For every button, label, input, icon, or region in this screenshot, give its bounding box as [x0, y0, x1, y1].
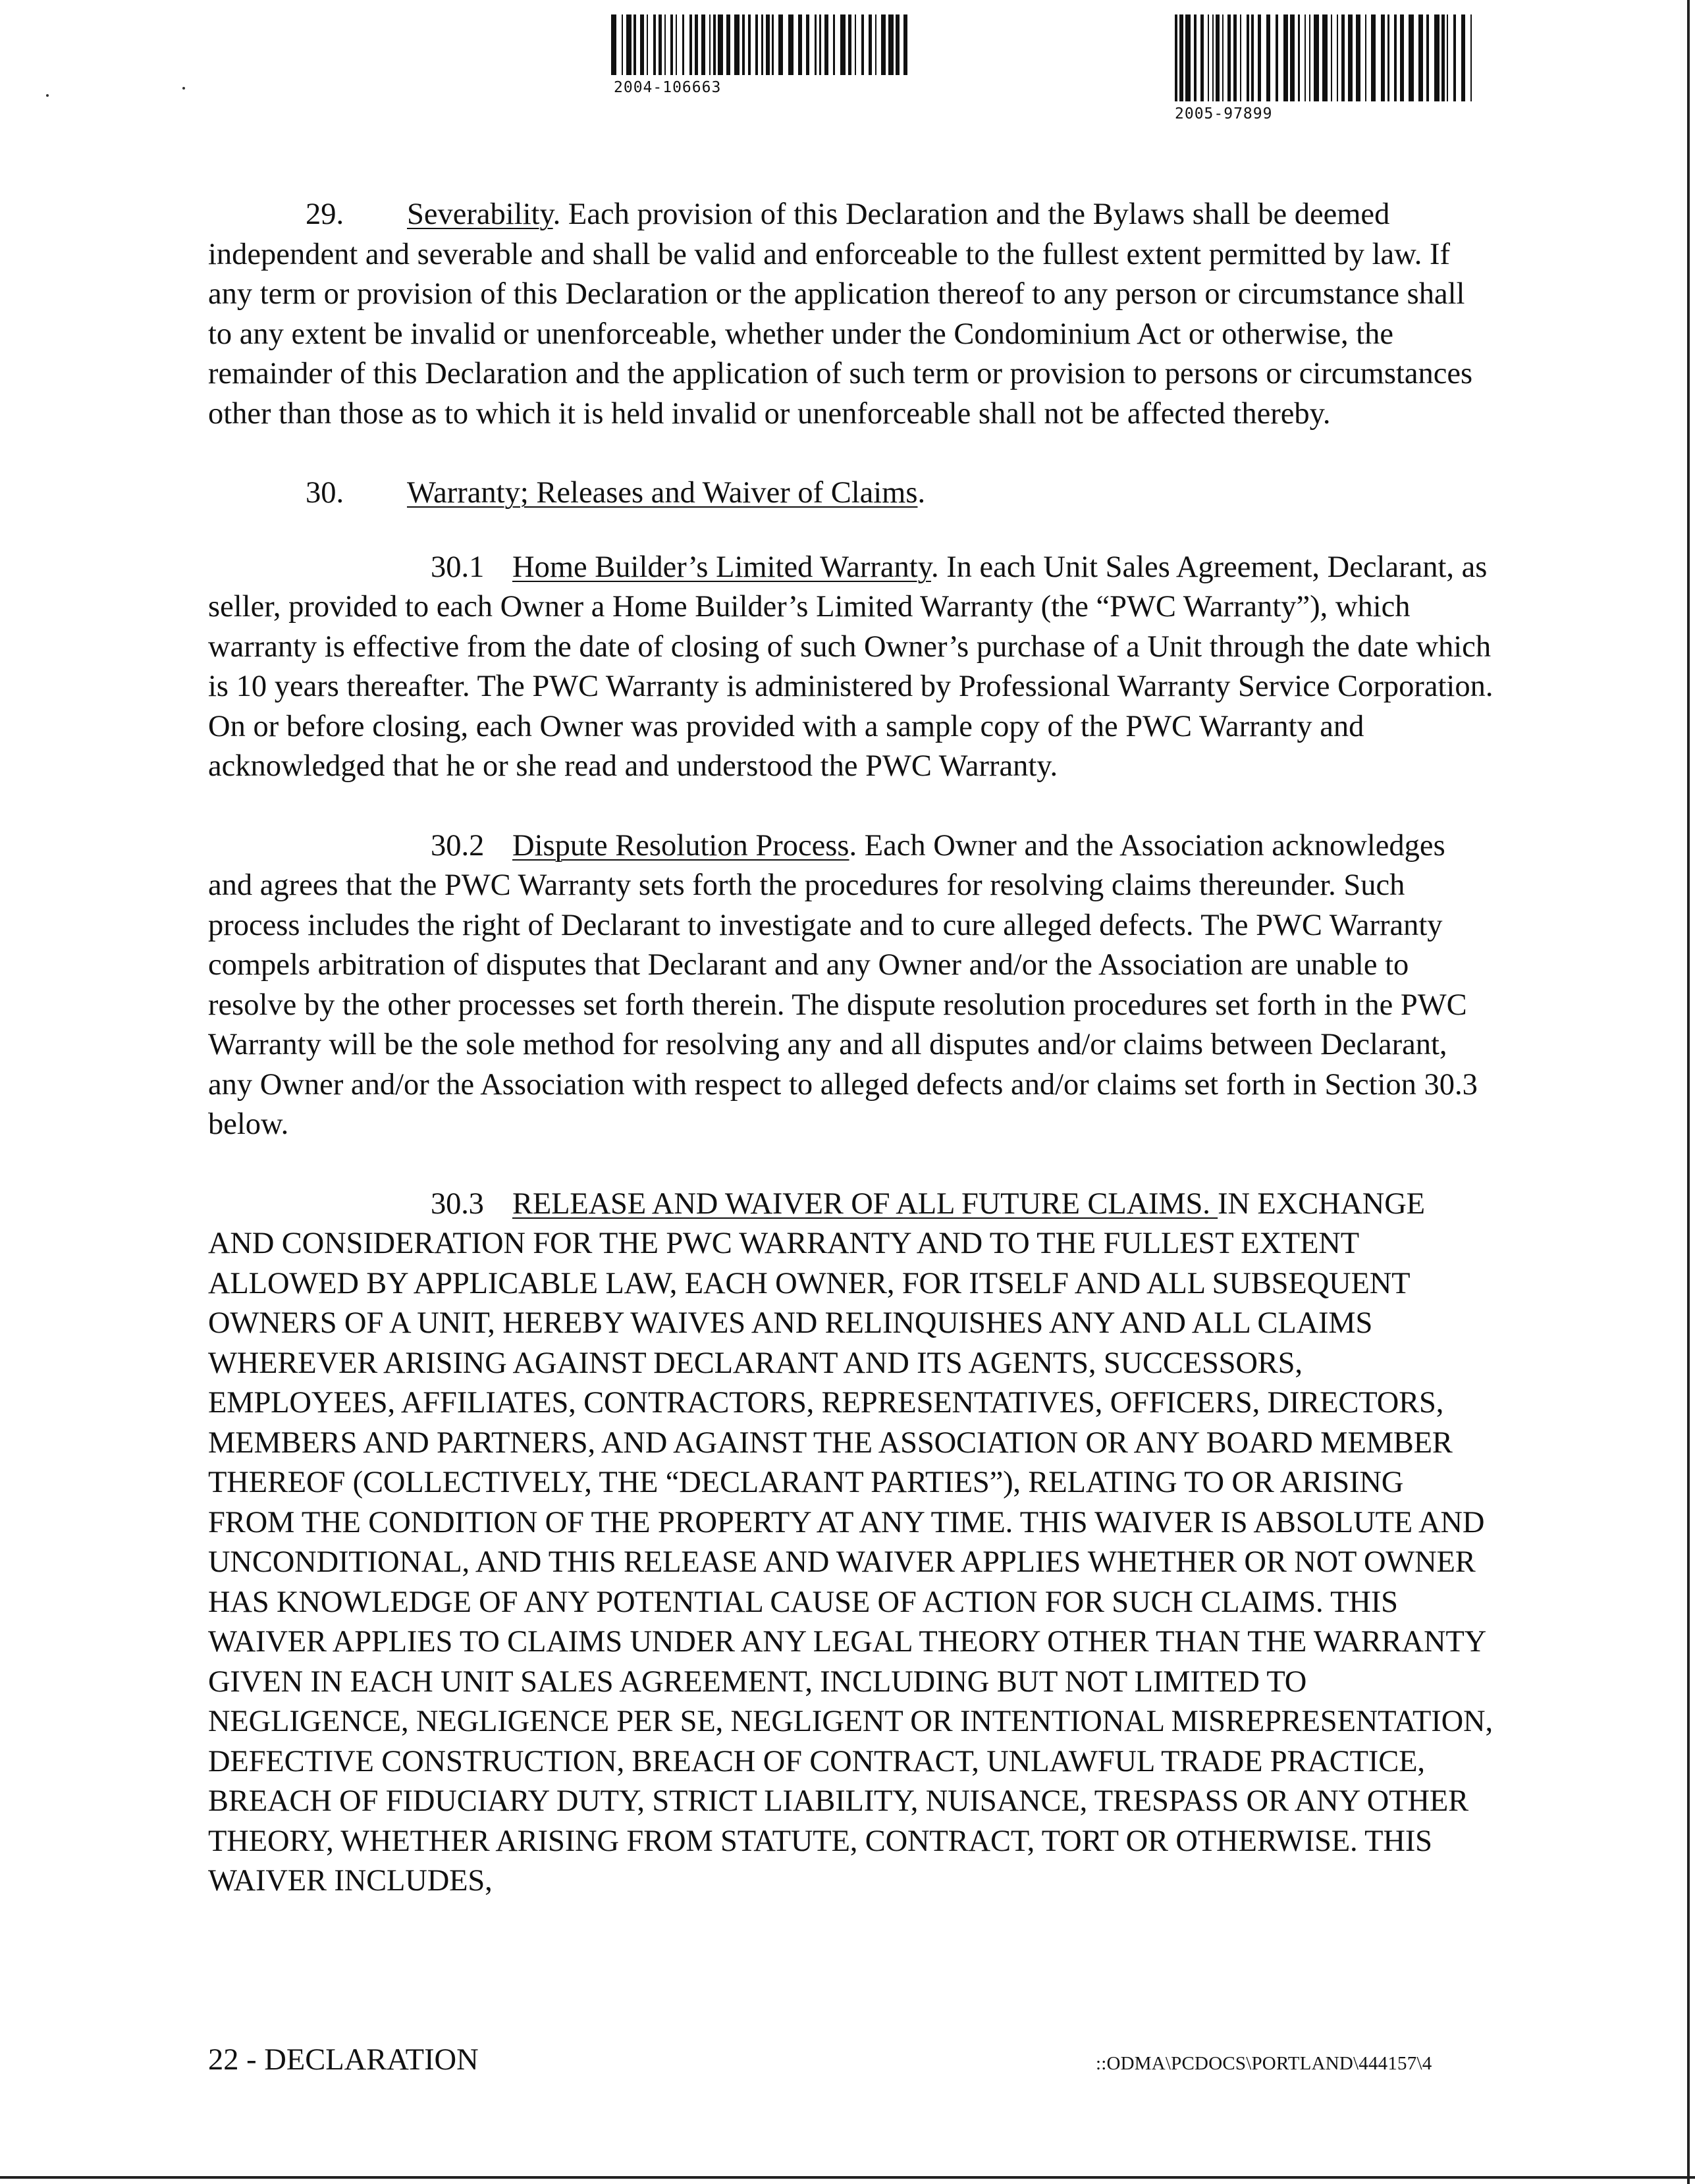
barcode-bars-icon [611, 14, 914, 75]
barcode-bar [1441, 14, 1445, 101]
barcode-bar [1341, 14, 1345, 101]
barcode-bar [1208, 14, 1209, 101]
barcode-bar [647, 14, 648, 75]
section-text: IN EXCHANGE AND CONSIDERATION FOR THE PWC WARRANTY AND TO THE FULLEST EXTENT ALLOWED BY APPLICABLE LAW, EACH OWNER, FOR ITSELF AND ALL SUBSEQUENT OWNERS OF A UNIT, HEREBY WAIVES AND RELINQUISHES ANY AND ALL CLAIMS WHEREVER ARISING AGAINST DECLARANT AND ITS AGENTS, SUCCESSORS, EMPLOYEES, AFFILIATES, CONTRACTORS, REPRESENTATIVES, OFFICERS, DIRECTORS, MEMBERS AND PARTNERS, AND AGAINST THE ASSOCIATION OR ANY BOARD MEMBER THEREOF (COLLECTIVELY, THE “DECLARANT PARTIES”), RELATING TO OR ARISING FROM THE CONDITION OF THE PROPERTY AT ANY TIME. THIS WAIVER IS ABSOLUTE AND UNCONDITIONAL, AND THIS RELEASE AND WAIVER APPLIES WHETHER OR NOT OWNER HAS KNOWLEDGE OF ANY POTENTIAL CAUSE OF ACTION FOR SUCH CLAIMS. THIS WAIVER APPLIES TO CLAIMS UNDER ANY LEGAL THEORY OTHER THAN THE WARRANTY GIVEN IN EACH UNIT SALES AGREEMENT, INCLUDING BUT NOT LIMITED TO NEGLIGENCE, NEGLIGENCE PER SE, NEGLIGENT OR INTENTIONAL MISREPRESENTATION, DEFECTIVE CONSTRUCTION, BREACH OF CONTRACT, UNLAWFUL TRADE PRACTICE, BREACH OF FIDUCIARY DUTY, STRICT LIABILITY, NUISANCE, TRESPASS OR ANY OTHER THEORY, WHETHER ARISING FROM STATUTE, CONTRACT, TORT OR OTHERWISE. THIS WAIVER INCLUDES, [208, 1186, 1493, 1898]
barcode-bar [861, 14, 864, 75]
section-29 [208, 195, 1495, 434]
barcode-bar [881, 14, 886, 75]
section-30-3 [208, 1185, 1495, 1902]
document-body [208, 195, 1495, 1941]
barcode-bar [659, 14, 662, 75]
section-number: 30. [306, 476, 344, 510]
barcode-bar [1365, 14, 1366, 101]
barcode-bar [1337, 14, 1338, 101]
barcode-bar [664, 14, 666, 75]
barcode-bar [670, 14, 673, 75]
barcode-bar [1305, 14, 1306, 101]
footer-page-label: 22 - DECLARATION [208, 2043, 479, 2077]
barcode-bar [611, 14, 616, 75]
barcode-bar [1309, 14, 1310, 101]
section-30 [208, 473, 1495, 514]
barcode-bar [875, 14, 876, 75]
barcode-bar [626, 14, 632, 75]
section-number: 30.3 [431, 1186, 484, 1221]
barcode-bar [896, 14, 900, 75]
barcode-bar [1233, 14, 1237, 101]
section-heading: Home Builder’s Limited Warranty [512, 550, 931, 584]
barcode-bar [1298, 14, 1300, 101]
section-number: 30.2 [431, 828, 485, 863]
barcode-bar [1418, 14, 1423, 101]
section-heading: Severability [407, 198, 553, 231]
barcode-bar [1222, 14, 1224, 101]
barcode-bar [682, 14, 684, 75]
barcode-bar [1212, 14, 1214, 101]
barcode-left-number: 2004-106663 [614, 79, 722, 96]
barcode-bar [1434, 14, 1439, 101]
barcode-bar [1447, 14, 1448, 101]
barcode-bar [1371, 14, 1376, 101]
barcode-bar [726, 14, 730, 75]
barcode-bar [1240, 14, 1241, 101]
barcode-bar [1175, 14, 1177, 101]
barcode-bar [1290, 14, 1295, 101]
barcode-bar [1381, 14, 1385, 101]
barcode-bar [824, 14, 828, 75]
barcode-bar [1251, 14, 1254, 101]
barcode-bar [1200, 14, 1204, 101]
barcode-bar [833, 14, 835, 75]
barcode-bar [840, 14, 846, 75]
section-text: . In each Unit Sales Agreement, Declarant, as seller, provided to each Owner a Home Builder’s Limited Warranty (the “PWC Warranty”), which warranty is effective from the date of closing of such Owner’s purchase of a Unit through the date which is 10 years thereafter. The PWC Warranty is administered by Professional Warranty Service Corporation. On or before closing, each Owner was provided with a sample copy of the PWC Warranty and acknowledged that he or she read and understood the PWC Warranty. [208, 550, 1493, 783]
barcode-bar [772, 14, 774, 75]
barcode-bar [1314, 14, 1319, 101]
barcode-bar [788, 14, 794, 75]
section-30-2 [208, 826, 1495, 1145]
barcode-bar [1394, 14, 1397, 101]
barcode-bar [1331, 14, 1332, 101]
barcode-right-number: 2005-97899 [1175, 105, 1273, 122]
scan-speck [46, 94, 49, 97]
barcode-bar [701, 14, 705, 75]
barcode-bar [903, 14, 907, 75]
barcode-bar [848, 14, 851, 75]
barcode-bar [778, 14, 783, 75]
barcode-bar [1247, 14, 1249, 101]
barcode-bar [755, 14, 758, 75]
scan-edge-right [1687, 0, 1690, 2184]
section-number: 30.1 [431, 550, 485, 584]
barcode-bar [1194, 14, 1197, 101]
barcode-bar [1348, 14, 1353, 101]
barcode-bar [855, 14, 856, 75]
barcode-bar [815, 14, 817, 75]
barcode-bar [718, 14, 723, 75]
barcode-bar [798, 14, 802, 75]
barcode-bar [742, 14, 745, 75]
barcode-bar [1461, 14, 1465, 101]
barcode-bar [1266, 14, 1270, 101]
barcode-bar [653, 14, 656, 75]
section-30-1 [208, 548, 1495, 787]
barcode-bar [1400, 14, 1404, 101]
barcode-bar [766, 14, 770, 75]
barcode-bar [622, 14, 623, 75]
barcode-bar [1185, 14, 1191, 101]
barcode-bar [1387, 14, 1389, 101]
section-number: 29. [306, 198, 344, 231]
footer-document-path: ::ODMA\PCDOCS\PORTLAND\444157\4 [1096, 2053, 1432, 2074]
barcode-bar [1356, 14, 1360, 101]
barcode-right [1175, 14, 1474, 123]
barcode-bar [869, 14, 872, 75]
barcode-left [611, 14, 915, 95]
barcode-bar [1179, 14, 1183, 101]
barcode-bar [709, 14, 711, 75]
section-text: . Each provision of this Declaration and the Bylaws shall be deemed independent and severable and shall be valid and enforceable to the fullest extent permitted by law. If any term or provision of this Declaration or the application thereof to any person or circumstance shall to any extent be invalid or unenforceable, whether under the Condominium Act or otherwise, the remainder of this Declaration and the application of such term or provision to persons or circumstances other than those as to which it is held invalid or unenforceable shall not be affected thereby. [208, 198, 1473, 431]
barcode-bar [761, 14, 763, 75]
barcode-bar [1453, 14, 1456, 101]
barcode-bar [1216, 14, 1220, 101]
barcode-bar [888, 14, 894, 75]
barcode-bar [689, 14, 692, 75]
section-heading: Warranty; Releases and Waiver of Claims [407, 476, 918, 510]
barcode-bar [748, 14, 751, 75]
barcode-bar [1276, 14, 1278, 101]
scan-speck [182, 87, 185, 90]
barcode-bar [713, 14, 716, 75]
barcode-bar [676, 14, 677, 75]
barcode-bar [806, 14, 809, 75]
section-text: . [917, 476, 926, 510]
section-text: . Each Owner and the Association acknowledges and agrees that the PWC Warranty sets forth the procedures for resolving claims thereunder. Such process includes the right of Declarant to investigate and to cure alleged defects. The PWC Warranty compels arbitration of disputes that Declarant and any Owner and/or the Association are unable to resolve by the other processes set forth therein. The dispute resolution procedures set forth in the PWC Warranty will be the sole method for resolving any and all disputes and/or claims between Declarant, any Owner and/or the Association with respect to alleged defects and/or claims set forth in Section 30.3 below. [208, 828, 1478, 1141]
barcode-bar [1258, 14, 1261, 101]
barcode-bar [1409, 14, 1414, 101]
barcode-bar [695, 14, 698, 75]
section-heading: Dispute Resolution Process [512, 828, 849, 863]
barcode-bar [819, 14, 821, 75]
barcode-bar [1470, 14, 1472, 101]
barcode-bar [1426, 14, 1429, 101]
barcode-bars-icon [1175, 14, 1474, 101]
section-heading: RELEASE AND WAIVER OF ALL FUTURE CLAIMS. [512, 1186, 1218, 1221]
barcode-bar [640, 14, 644, 75]
barcode-bar [633, 14, 636, 75]
barcode-bar [734, 14, 740, 75]
scan-edge-bottom [0, 2176, 1695, 2179]
barcode-bar [1322, 14, 1328, 101]
barcode-bar [1227, 14, 1231, 101]
barcode-bar [1283, 14, 1288, 101]
